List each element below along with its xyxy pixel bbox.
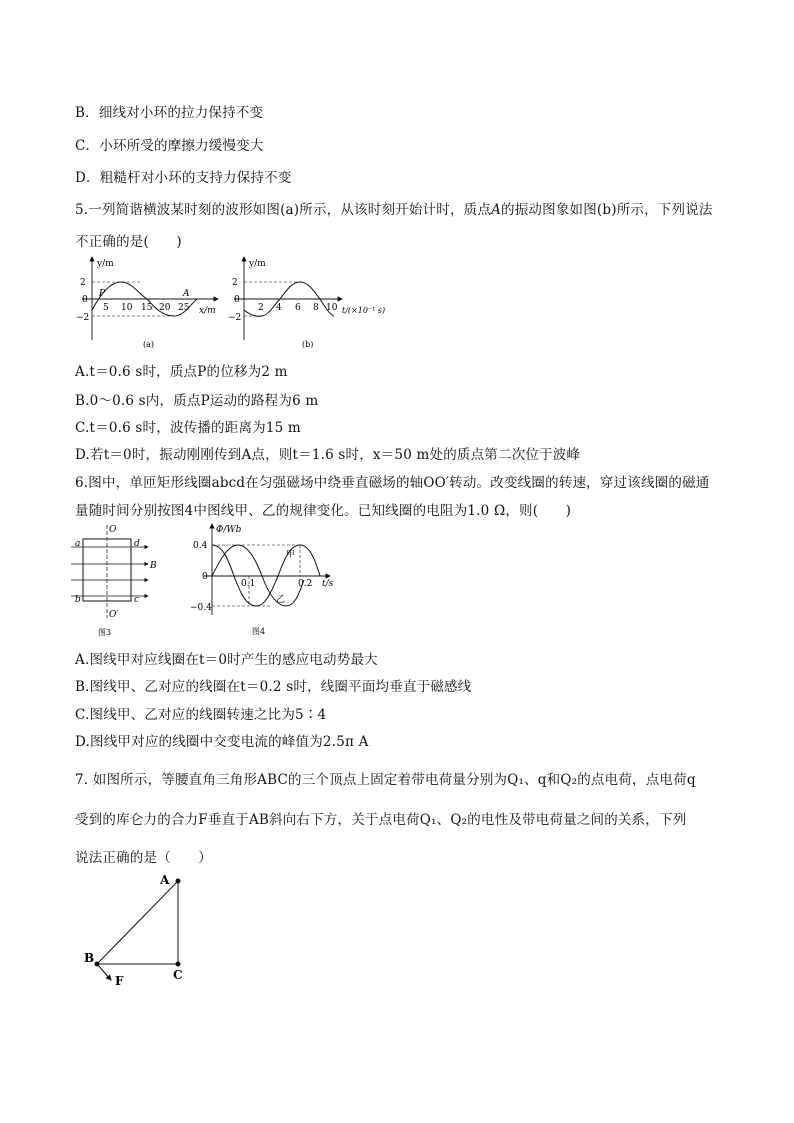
q7-force-f: F (115, 974, 124, 988)
q5-figb-ytick-2: 2 (232, 278, 238, 288)
q6-fig4-label-yi: 乙 (276, 595, 286, 605)
q6-option-b: B.图线甲、乙对应的线圈在t＝0.2 s时，线圈平面均垂直于磁感线 (75, 679, 472, 695)
q5-option-d: D.若t＝0时，振动刚刚传到A点，则t＝1.6 s时，x＝50 m处的质点第二次位于波峰 (75, 447, 581, 463)
q5-figa-ytick-2: 2 (80, 278, 86, 288)
q6-fig4-xtick-0-2: 0.2 (298, 579, 313, 589)
q7-stem-line2: 受到的库仑力的合力F垂直于AB斜向右下方，关于点电荷Q₁、Q₂的电性及带电荷量之间的关系，下列 (75, 812, 687, 828)
q6-stem-line1: 6.图中，单匝矩形线圈abcd在匀强磁场中绕垂直磁场的轴OO′转动。改变线圈的转速，穿过该线圈的磁通 (75, 475, 710, 491)
q6-fig3-label-b: b (75, 595, 81, 605)
q5-stem-line1 (75, 198, 713, 218)
q7-triangle-figure (80, 868, 200, 993)
q4-option-d: D．粗糙杆对小环的支持力保持不变 (75, 170, 292, 186)
q5-figb-xtick-8: 8 (313, 303, 319, 313)
q5-figa-ytick-neg2: −2 (76, 313, 90, 323)
q6-fig4-xtick-0-1: 0.1 (241, 579, 256, 589)
q6-figure-3-coil (68, 522, 163, 640)
q7-stem-line1: 7. 如图所示，等腰直角三角形ABC的三个顶点上固定着带电荷量分别为Q₁、q和Q₂的点电荷，点电荷q (75, 772, 696, 788)
q6-fig3-label-b-field: B (150, 561, 157, 571)
q5-option-c: C.t＝0.6 s时，波传播的距离为15 m (75, 420, 301, 436)
q5-figb-ytick-neg2: −2 (228, 313, 242, 323)
q6-fig3-label-o-prime: O′ (109, 610, 119, 620)
q5-figb-xlabel: t/(×10⁻¹ s) (342, 306, 386, 315)
q6-fig4-ytick-0: 0 (202, 572, 208, 582)
q5-figb-xtick-4: 4 (276, 303, 282, 313)
q4-option-c: C．小环所受的摩擦力缓慢变大 (75, 138, 264, 154)
q5-figa-ylabel: y/m (97, 259, 114, 269)
q6-option-c: C.图线甲、乙对应的线圈转速之比为5∶4 (75, 707, 327, 723)
q6-fig4-ytick-neg0-4: −0.4 (190, 603, 212, 613)
q5-figure-b-vibration (222, 255, 397, 350)
q5-stem-line2: 不正确的是( ) (75, 234, 182, 250)
q6-option-a: A.图线甲对应线圈在t＝0时产生的感应电动势最大 (75, 652, 378, 668)
q5-figa-xtick-10: 10 (121, 303, 133, 313)
q6-fig4-xlabel: t/s (322, 579, 334, 589)
q5-figa-xlabel: x/m (199, 306, 216, 316)
q5-figa-xtick-25: 25 (178, 303, 190, 313)
q5-figure-a-wave (70, 255, 230, 350)
q5-figa-point-a: A (183, 289, 190, 299)
q6-fig3-label-o: O (109, 525, 117, 535)
q6-fig4-ytick-0-4: 0.4 (193, 541, 208, 551)
q5-figb-ylabel: y/m (249, 259, 266, 269)
q5-stem-point-a: A (491, 202, 502, 218)
q5-figb-xtick-2: 2 (258, 303, 264, 313)
q6-fig4-caption: 图4 (252, 627, 266, 636)
q5-figa-ytick-0: 0 (82, 295, 88, 305)
q5-option-a: A.t＝0.6 s时，质点P的位移为2 m (75, 364, 288, 380)
q6-stem-line2: 量随时间分别按图4中图线甲、乙的规律变化。已知线圈的电阻为1.0 Ω，则( ) (75, 503, 572, 519)
q5-figb-xtick-6: 6 (295, 303, 301, 313)
q7-vertex-b: B (84, 951, 95, 965)
q5-stem-part1: 5.一列简谐横波某时刻的波形如图(a)所示，从该时刻开始计时，质点 (75, 202, 492, 218)
q7-vertex-a: A (160, 873, 170, 887)
q6-fig3-label-d: d (134, 539, 140, 549)
q6-fig4-ylabel: Φ/Wb (216, 525, 242, 535)
q5-figa-caption: (a) (143, 340, 155, 349)
q4-option-b: B．细线对小环的拉力保持不变 (75, 105, 264, 121)
q5-figa-xtick-5: 5 (103, 303, 109, 313)
q5-option-b: B.0～0.6 s内，质点P运动的路程为6 m (75, 393, 319, 409)
q5-figa-xtick-15: 15 (141, 303, 153, 313)
q5-figb-ytick-0: 0 (234, 295, 240, 305)
q7-stem-line3: 说法正确的是（ ） (75, 850, 212, 866)
q5-figb-caption: (b) (302, 340, 314, 349)
q5-figb-xtick-10: 10 (326, 303, 338, 313)
q7-vertex-c: C (173, 968, 183, 982)
q5-figa-xtick-20: 20 (159, 303, 171, 313)
q6-fig3-caption: 图3 (98, 628, 112, 637)
q5-figa-point-p: P (99, 289, 106, 299)
q6-fig3-label-a: a (75, 539, 81, 549)
q6-fig4-label-jia: 甲 (286, 550, 296, 560)
q6-fig3-label-c: c (134, 595, 140, 605)
q6-option-d: D.图线甲对应的线圈中交变电流的峰值为2.5π A (75, 734, 369, 750)
q5-stem-part2: 的振动图象如图(b)所示，下列说法 (501, 202, 713, 218)
q6-figure-4-flux (190, 520, 340, 640)
